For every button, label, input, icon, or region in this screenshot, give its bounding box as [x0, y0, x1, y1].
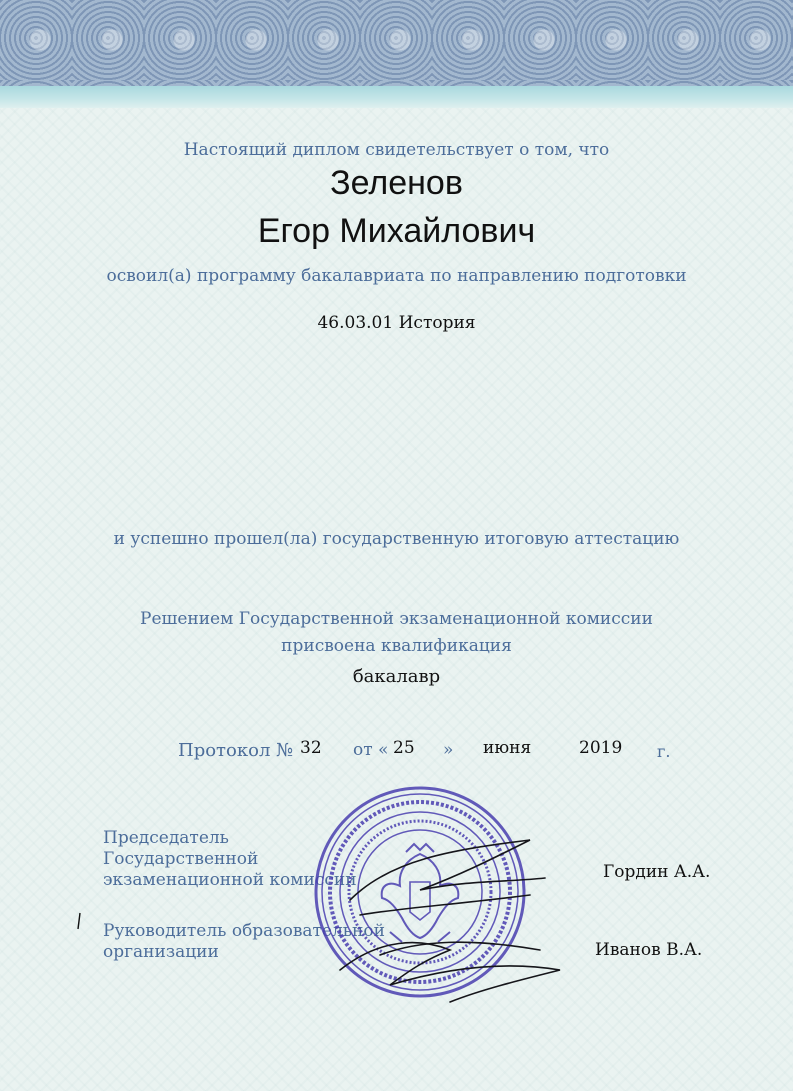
attestation-text: и успешно прошел(ла) государственную итоговую аттестацию	[113, 529, 680, 549]
chair-title-line: Председатель	[103, 828, 229, 848]
pen-mark-icon	[76, 912, 82, 930]
protocol-day: 25	[393, 738, 415, 758]
chair-title-line: экзаменационной комиссии	[103, 870, 357, 890]
protocol-year: 2019	[579, 738, 623, 758]
qualification: бакалавр	[352, 666, 441, 687]
header-rule	[0, 86, 793, 108]
graduate-surname: Зеленов	[330, 164, 463, 202]
head-name: Иванов В.А.	[595, 940, 703, 960]
signature-icon	[330, 820, 570, 1010]
protocol-number: 32	[300, 738, 322, 758]
head-title-line: организации	[103, 942, 219, 962]
head-title-line: Руководитель образовательной	[103, 921, 385, 941]
graduate-given-names: Егор Михайлович	[257, 212, 536, 250]
protocol-close-quote: »	[443, 740, 454, 760]
protocol-month: июня	[483, 738, 532, 758]
certificate-lead: Настоящий диплом свидетельствует о том, что	[183, 140, 610, 160]
commission-decision-line2: присвоена квалификация	[281, 636, 512, 656]
commission-decision-line1: Решением Государственной экзаменационной комиссии	[140, 609, 653, 629]
protocol-from-label: от «	[353, 740, 389, 760]
program-name: 46.03.01 История	[317, 313, 476, 333]
chair-title-line: Государственной	[103, 849, 259, 869]
program-intro: освоил(а) программу бакалавриата по направлению подготовки	[106, 266, 687, 286]
protocol-year-suffix: г.	[657, 742, 671, 761]
chair-name: Гордин А.А.	[603, 862, 711, 882]
protocol-label: Протокол №	[178, 740, 294, 761]
guilloche-header-band	[0, 0, 793, 86]
